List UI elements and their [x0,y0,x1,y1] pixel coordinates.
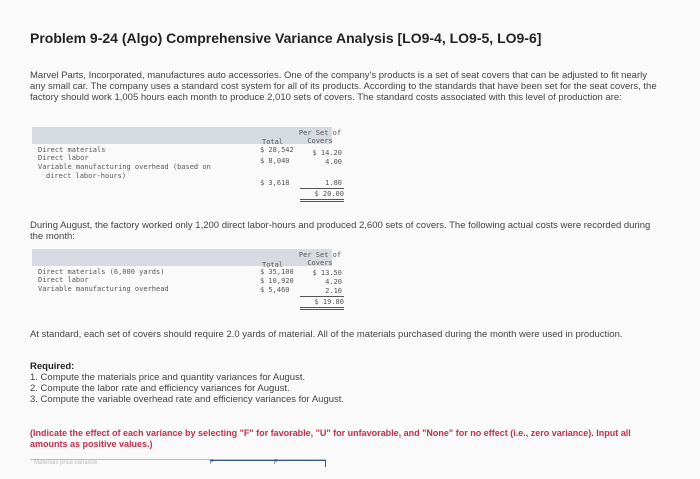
required-item: 1. Compute the materials price and quantity variances for August. [30,372,306,383]
required-heading: Required: [30,361,75,372]
standard-note: At standard, each set of covers should require 2.0 yards of material. All of the materials purchased during the month were used in production. [30,329,623,340]
row-total: $ 35,100 [260,268,294,276]
row-label: direct labor-hours) [46,172,127,180]
row-per: 2.10 [325,287,342,295]
col-per-set: Per Set of Covers [298,251,342,267]
answer-tab-bar [30,459,326,468]
col-total: Total [262,261,284,269]
row-per: 1.80 [325,179,342,187]
intro-text: Marvel Parts, Incorporated, manufactures auto accessories. One of the company's products is a set of seat covers that can be adjusted to fit nearly any small car. The company uses a standard cost system for all of its products. According to the standards that have been set for the seat covers, the factory should work 1,005 hours each month to produce 2,010 sets of covers. The standard costs associated with this level of production are: [30,70,657,103]
row-per: $ 14.20 [312,149,342,157]
required-section [30,361,344,405]
flag-icon: F [210,460,214,466]
tab-materials-price[interactable]: Materials price variance [34,460,98,466]
flag-icon: F [274,460,278,466]
page-title: Problem 9-24 (Algo) Comprehensive Variance Analysis [LO9-4, LO9-5, LO9-6] [30,30,542,46]
row-per: 4.00 [325,158,342,166]
row-total: $ 10,920 [260,277,294,285]
row-total: $ 8,040 [260,157,290,165]
row-per: $ 13.50 [312,269,342,277]
row-label: Direct labor [38,154,89,162]
table-header [32,249,332,266]
row-sum: $ 20.00 [300,188,344,202]
instruction-text: (Indicate the effect of each variance by selecting "F" for favorable, "U" for unfavorable, and "None" for no effect (i.e., zero variance). Input all amounts as positive values.) [30,428,631,449]
row-label: Direct labor [38,276,89,284]
standard-cost-table [32,127,344,207]
row-total: $ 3,618 [260,179,290,187]
august-text: During August, the factory worked only 1,200 direct labor-hours and produced 2,600 sets of covers. The following actual costs were recorded during the month: [30,220,651,242]
answer-tab-frame [210,460,326,467]
row-label: Variable manufacturing overhead [38,285,169,293]
required-item: 3. Compute the variable overhead rate and efficiency variances for August. [30,394,345,405]
row-per: 4.20 [325,278,342,286]
col-per-set: Per Set of Covers [298,129,342,145]
row-total: $ 5,460 [260,286,290,294]
col-total: Total [262,138,284,146]
row-label: Variable manufacturing overhead (based on [38,163,211,171]
row-total: $ 28,542 [260,146,294,154]
actual-cost-table [32,249,344,319]
required-item: 2. Compute the labor rate and efficiency variances for August. [30,383,290,394]
row-label: Direct materials (6,000 yards) [38,268,165,276]
table-header [32,127,332,144]
row-sum: $ 19.80 [300,296,344,310]
row-label: Direct materials [38,146,106,154]
